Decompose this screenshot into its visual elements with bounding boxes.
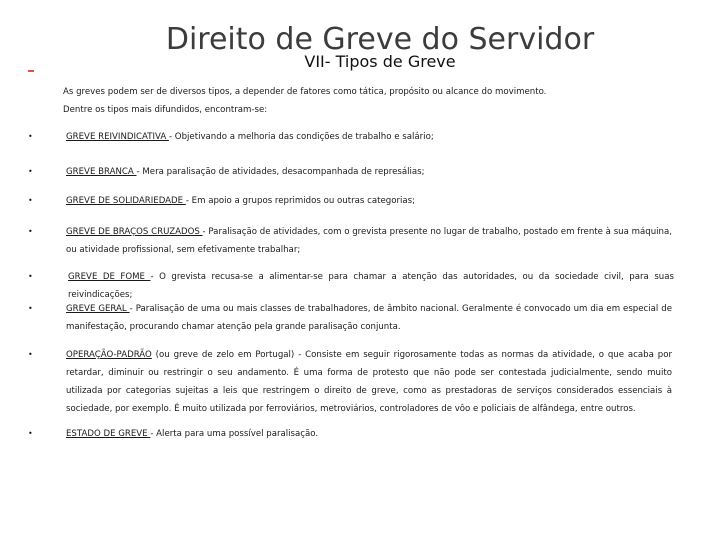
bullet-icon: • [28, 227, 33, 236]
term: GREVE REIVINDICATIVA [66, 132, 169, 142]
definition: - Em apoio a grupos reprimidos ou outras categorias; [185, 196, 416, 206]
bullet-icon: • [28, 132, 33, 141]
definition: - Objetivando a melhoria das condições de trabalho e salário; [168, 132, 434, 142]
definition: (ou greve de zelo em Portugal) - Consiste em seguir rigorosamente todas as normas da atividade, o que acaba por retardar, diminuir ou restringir o seu andamento. É uma forma de protesto que não pode ser contestada judicialmente, sendo muito utilizada por categorias sujeitas a leis que restringem o direito de greve, como as prestadoras de serviços considerados essenciais à sociedade, por exemplo. É muito utilizada por ferroviários, metroviários, controladores de vôo e policiais de alfândega, entre outros. [66, 350, 672, 414]
bullet-icon: • [28, 272, 33, 281]
slide-title: Direito de Greve do Servidor [165, 22, 595, 57]
definition: - Mera paralisação de atividades, desacompanhada de represálias; [136, 167, 425, 177]
intro-paragraph [63, 83, 683, 119]
intro-line-1: As greves podem ser de diversos tipos, a depender de fatores como tática, propósito ou alcance do movimento. [63, 87, 547, 97]
definition: - Paralisação de uma ou mais classes de trabalhadores, de âmbito nacional. Geralmente é convocado um dia em especial de manifestação, procurando chamar atenção pela grande paralisação conjunta. [66, 304, 673, 332]
term: GREVE DE BRAÇOS CRUZADOS [66, 227, 203, 237]
term: GREVE BRANCA [66, 167, 137, 177]
bullet-icon: • [28, 429, 33, 438]
term: GREVE DE SOLIDARIEDADE [66, 196, 186, 206]
bullet-icon: • [28, 167, 33, 176]
term: GREVE DE FOME [68, 272, 151, 282]
definition: - O grevista recusa-se a alimentar-se para chamar a atenção das autoridades, ou da sociedade civil, para suas reivindicações; [68, 272, 674, 300]
term: ESTADO DE GREVE [66, 429, 151, 439]
bullet-icon: • [28, 196, 33, 205]
decorative-dash [28, 70, 34, 72]
definition: - Paralisação de atividades, com o grevista presente no lugar de trabalho, postado em frente à sua máquina, ou atividade profissional, sem efetivamente trabalhar; [66, 227, 672, 255]
definition: - Alerta para uma possível paralisação. [150, 429, 319, 439]
term: OPERAÇÃO-PADRÃO [66, 350, 152, 360]
slide-subtitle: VII- Tipos de Greve [304, 52, 456, 71]
bullet-icon: • [28, 304, 33, 313]
intro-line-2: Dentre os tipos mais difundidos, encontram-se: [63, 105, 268, 115]
bullet-icon: • [28, 350, 33, 359]
term: GREVE GERAL [66, 304, 130, 314]
